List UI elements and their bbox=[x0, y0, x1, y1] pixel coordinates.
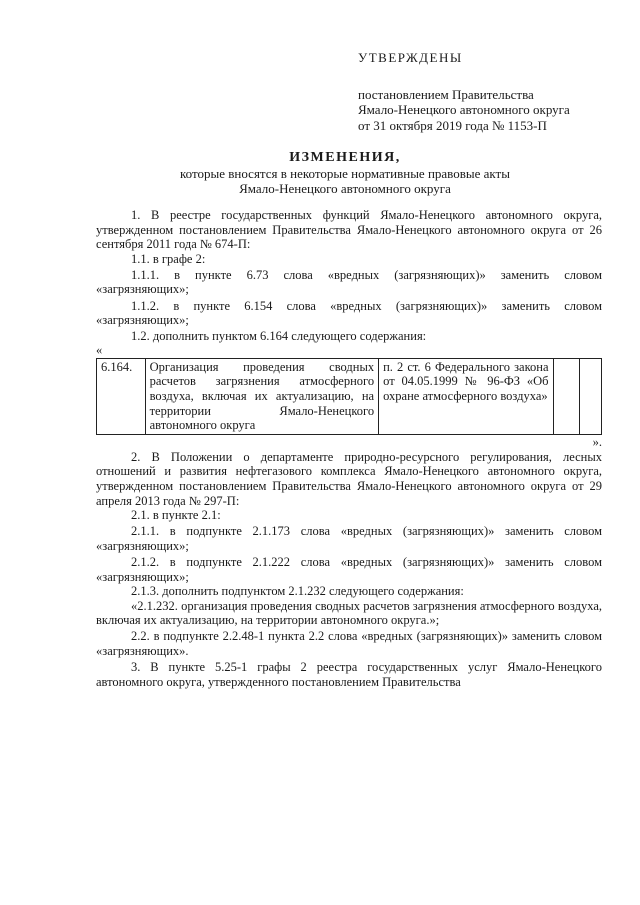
paragraph-1-1-1: 1.1.1. в пункте 6.73 слова «вредных (загрязняющих)» заменить словом «загрязняющих»; bbox=[96, 267, 602, 297]
document-body bbox=[96, 208, 602, 689]
approval-line: Ямало-Ненецкого автономного округа bbox=[358, 102, 570, 117]
paragraph-2: 2. В Положении о департаменте природно-ресурсного регулирования, лесных отношений и развития нефтегазового комплекса Ямало-Ненецкого автономного округа, утвержденном постановлением Правительства Ямало-Ненецкого автономного округа от 29 апреля 2013 года № 297-П: bbox=[96, 449, 602, 508]
approval-line: постановлением Правительства bbox=[358, 86, 534, 102]
paragraph-2-1-3-quote: «2.1.232. организация проведения сводных расчетов загрязнения атмосферного воздуха, включая их актуализацию, на территории автономного округа.»; bbox=[96, 598, 602, 628]
insertion-table bbox=[96, 358, 602, 435]
paragraph-1-1-2: 1.1.2. в пункте 6.154 слова «вредных (загрязняющих)» заменить словом «загрязняющих»; bbox=[96, 298, 602, 328]
table-cell-description: Организация проведения сводных расчетов загрязнения атмосферного воздуха, включая их актуализацию, на территории Ямало-Ненецкого автономного округа bbox=[145, 358, 379, 434]
paragraph-1-1: 1.1. в графе 2: bbox=[131, 251, 206, 266]
paragraph-2-1-3: 2.1.3. дополнить подпунктом 2.1.232 следующего содержания: bbox=[131, 584, 464, 599]
paragraph-2-1-1: 2.1.1. в подпункте 2.1.173 слова «вредных (загрязняющих)» заменить словом «загрязняющих»; bbox=[96, 524, 602, 553]
table-row bbox=[97, 358, 602, 434]
quote-open-mark: « bbox=[96, 342, 103, 357]
approval-line: от 31 октября 2019 года № 1153-П bbox=[358, 117, 547, 133]
paragraph-2-2: 2.2. в подпункте 2.2.48-1 пункта 2.2 слова «вредных (загрязняющих)» заменить словом «загрязняющих». bbox=[96, 629, 602, 659]
document-subtitle: Ямало-Ненецкого автономного округа bbox=[239, 181, 451, 196]
approval-stamp bbox=[358, 50, 570, 133]
document-subtitle: которые вносятся в некоторые нормативные правовые акты bbox=[180, 165, 510, 181]
paragraph-2-1-2: 2.1.2. в подпункте 2.1.222 слова «вредных (загрязняющих)» заменить словом «загрязняющих»; bbox=[96, 554, 602, 584]
paragraph-3: 3. В пункте 5.25-1 графы 2 реестра государственных услуг Ямало-Ненецкого автономного округа, утвержденного постановлением Правительства bbox=[96, 660, 602, 689]
paragraph-1-2: 1.2. дополнить пунктом 6.164 следующего содержания: bbox=[131, 329, 427, 344]
approved-label: УТВЕРЖДЕНЫ bbox=[358, 50, 463, 65]
table-cell-number: 6.164. bbox=[97, 358, 146, 434]
document-title: ИЗМЕНЕНИЯ, bbox=[289, 150, 401, 165]
quote-close-mark: ». bbox=[592, 434, 602, 449]
paragraph-1: 1. В реестре государственных функций Ямало-Ненецкого автономного округа, утвержденном постановлением Правительства Ямало-Ненецкого автономного округа от 26 сентября 2011 года № 674-П: bbox=[96, 208, 602, 252]
document-title-block bbox=[0, 150, 640, 197]
paragraph-2-1: 2.1. в пункте 2.1: bbox=[131, 508, 221, 523]
table-cell-empty bbox=[579, 358, 601, 434]
table-cell-empty bbox=[553, 358, 579, 434]
table-cell-basis: п. 2 ст. 6 Федерального закона от 04.05.1999 № 96-ФЗ «Об охране атмосферного воздуха» bbox=[379, 358, 553, 434]
